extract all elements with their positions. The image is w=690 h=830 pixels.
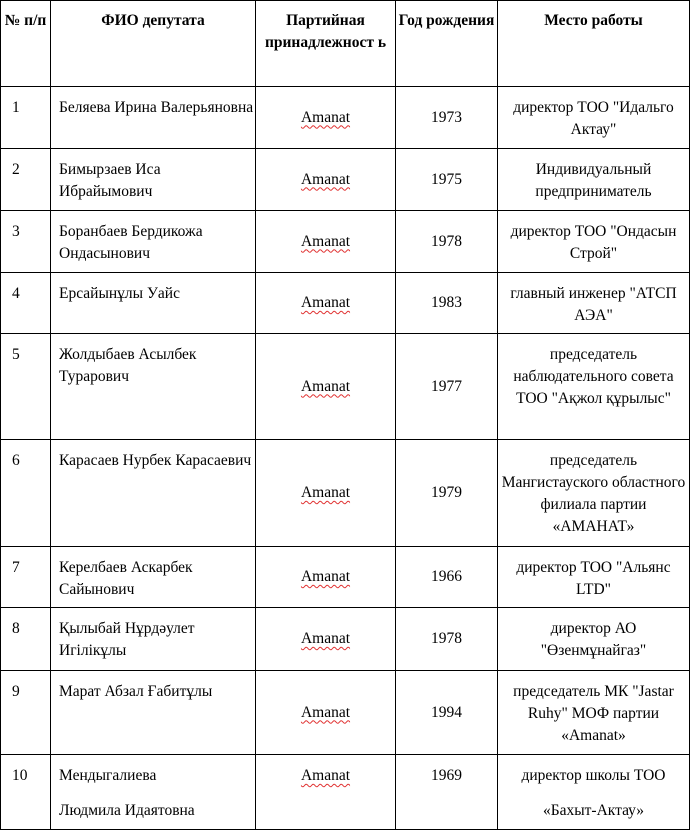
table-row bbox=[1, 755, 690, 830]
row-num: 7 bbox=[1, 547, 51, 608]
workplace: главный инженер "АТСП АЭА" bbox=[498, 273, 690, 334]
row-num: 2 bbox=[1, 149, 51, 211]
deputy-name: Марат Абзал Ғабитұлы bbox=[51, 671, 256, 755]
header-row bbox=[1, 1, 690, 87]
workplace: председатель наблюдательного совета ТОО "Ақжол құрылыс" bbox=[498, 334, 690, 440]
birth-year: 1983 bbox=[396, 273, 498, 334]
table-row bbox=[1, 547, 690, 608]
deputy-name: Бимырзаев Иса Ибрайымович bbox=[51, 149, 256, 211]
row-num: 5 bbox=[1, 334, 51, 440]
deputy-name bbox=[51, 755, 256, 830]
birth-year: 1966 bbox=[396, 547, 498, 608]
deputy-name: Ерсайынұлы Уайс bbox=[51, 273, 256, 334]
party-cell: Amanat bbox=[256, 87, 396, 149]
party-cell: Amanat bbox=[256, 671, 396, 755]
workplace: директор АО "Өзенмұнайгаз" bbox=[498, 608, 690, 671]
workplace: директор ТОО "Ондасын Строй" bbox=[498, 211, 690, 273]
table-row bbox=[1, 149, 690, 211]
workplace bbox=[498, 755, 690, 830]
deputy-name: Жолдыбаев Асылбек Турарович bbox=[51, 334, 256, 440]
header-num: № п/п bbox=[1, 1, 51, 87]
deputy-name: Қылыбай Нұрдәулет Игілікұлы bbox=[51, 608, 256, 671]
birth-year: 1979 bbox=[396, 440, 498, 547]
table-row bbox=[1, 608, 690, 671]
party-cell: Amanat bbox=[256, 149, 396, 211]
party-cell: Amanat bbox=[256, 440, 396, 547]
party-cell: Amanat bbox=[256, 211, 396, 273]
header-year: Год рождения bbox=[396, 1, 498, 87]
row-num: 8 bbox=[1, 608, 51, 671]
row-num: 4 bbox=[1, 273, 51, 334]
table-row bbox=[1, 273, 690, 334]
party-cell: Amanat bbox=[256, 755, 396, 830]
deputy-name: Боранбаев Бердикожа Ондасынович bbox=[51, 211, 256, 273]
deputy-name-line2: Людмила Идаятовна bbox=[59, 802, 195, 819]
party-cell: Amanat bbox=[256, 273, 396, 334]
birth-year: 1978 bbox=[396, 608, 498, 671]
birth-year: 1973 bbox=[396, 87, 498, 149]
workplace-line1: директор школы ТОО bbox=[521, 767, 666, 784]
party-cell: Amanat bbox=[256, 608, 396, 671]
deputy-name: Беляева Ирина Валерьяновна bbox=[51, 87, 256, 149]
party-cell: Amanat bbox=[256, 334, 396, 440]
header-work: Место работы bbox=[498, 1, 690, 87]
row-num: 1 bbox=[1, 87, 51, 149]
deputy-name: Карасаев Нурбек Карасаевич bbox=[51, 440, 256, 547]
header-fio: ФИО депутата bbox=[51, 1, 256, 87]
birth-year: 1975 bbox=[396, 149, 498, 211]
workplace: Индивидуальный предприниматель bbox=[498, 149, 690, 211]
deputy-name: Керелбаев Аскарбек Сайынович bbox=[51, 547, 256, 608]
party-cell: Amanat bbox=[256, 547, 396, 608]
workplace: председатель МК "Jastar Ruhy" МОФ партии «Amanat» bbox=[498, 671, 690, 755]
table-row bbox=[1, 211, 690, 273]
birth-year: 1978 bbox=[396, 211, 498, 273]
workplace: директор ТОО "Идальго Актау" bbox=[498, 87, 690, 149]
table-row bbox=[1, 87, 690, 149]
row-num: 3 bbox=[1, 211, 51, 273]
table-row bbox=[1, 334, 690, 440]
table-row bbox=[1, 671, 690, 755]
birth-year: 1977 bbox=[396, 334, 498, 440]
birth-year: 1969 bbox=[396, 755, 498, 830]
row-num: 10 bbox=[1, 755, 51, 830]
workplace: председатель Мангистауского областного филиала партии «АМАНАТ» bbox=[498, 440, 690, 547]
table-row bbox=[1, 440, 690, 547]
deputy-name-line1: Мендыгалиева bbox=[59, 767, 157, 784]
workplace-line2: «Бахыт-Актау» bbox=[542, 802, 645, 819]
row-num: 6 bbox=[1, 440, 51, 547]
header-party: Партийная принадлежност ь bbox=[256, 1, 396, 87]
workplace: директор ТОО "Альянс LTD" bbox=[498, 547, 690, 608]
birth-year: 1994 bbox=[396, 671, 498, 755]
row-num: 9 bbox=[1, 671, 51, 755]
